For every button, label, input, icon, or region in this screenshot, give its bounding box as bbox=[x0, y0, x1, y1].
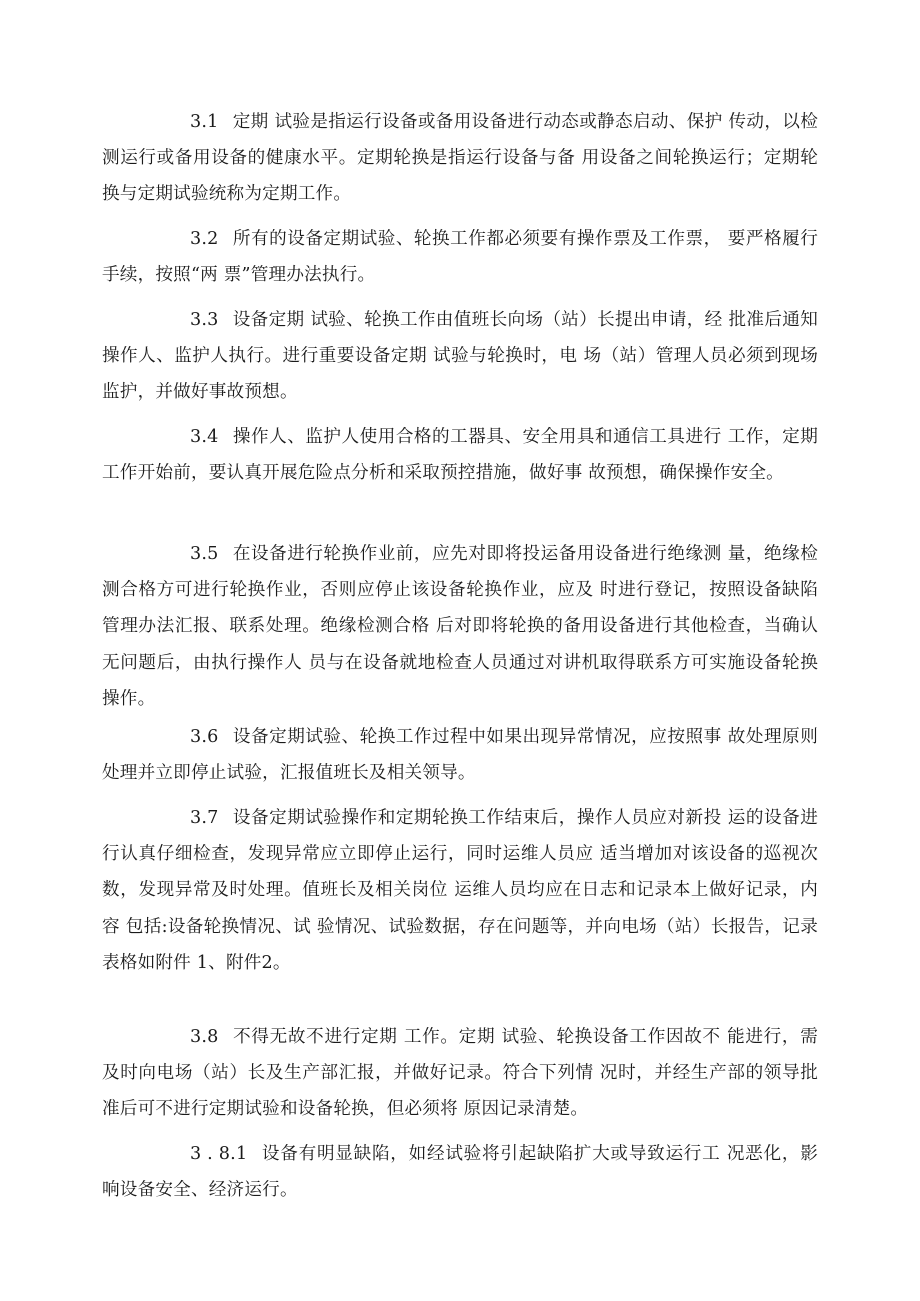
paragraph-text: 所有的设备定期试验、轮换工作都必须要有操作票及工作票， 要严格履行手续，按照“两 票”管理办法执行。 bbox=[102, 229, 818, 286]
paragraph-text: 不得无故不进行定期 工作。定期 试验、轮换设备工作因故不 能进行，需及时向电场（站）长及生产部汇报，并做好记录。符合下列情 况时，并经生产部的领导批准后可不进行定期试验和设备轮换，但必须将 原因记录清楚。 bbox=[102, 1027, 818, 1120]
paragraph-number: 3.5 bbox=[190, 544, 219, 564]
paragraph-text: 在设备进行轮换作业前，应先对即将投运备用设备进行绝缘测 量，绝缘检测合格方可进行轮换作业，否则应停止该设备轮换作业，应及 时进行登记，按照设备缺陷管理办法汇报、联系处理。绝缘检测合格 后对即将轮换的备用设备进行其他检查，当确认无问题后，由执行操作人 员与在设备就地检查人员通过对讲机取得联系方可实施设备轮换操作。 bbox=[102, 544, 818, 709]
paragraph-number: 3.1 bbox=[190, 112, 219, 132]
paragraph-3-1 bbox=[102, 104, 818, 213]
paragraph-3-8 bbox=[102, 1019, 818, 1128]
paragraph-text: 设备定期试验操作和定期轮换工作结束后，操作人员应对新投 运的设备进行认真仔细检查，发现异常应立即停止运行，同时运维人员应 适当增加对该设备的巡视次数，发现异常及时处理。值班长及相关岗位 运维人员均应在日志和记录本上做好记录，内容 包括:设备轮换情况、试 验情况、试验数据，存在问题等，并向电场（站）长报告，记录表格如附件 1、附件2。 bbox=[102, 808, 818, 973]
paragraph-number: 3.4 bbox=[190, 427, 219, 447]
paragraph-number: 3.3 bbox=[190, 310, 219, 330]
paragraph-3-4 bbox=[102, 419, 818, 491]
paragraph-number: 3.8 bbox=[190, 1027, 219, 1047]
paragraph-3-6 bbox=[102, 719, 818, 791]
paragraph-text: 设备定期 试验、轮换工作由值班长向场（站）长提出申请，经 批准后通知操作人、监护人执行。进行重要设备定期 试验与轮换时，电 场（站）管理人员必须到现场监护，并做好事故预想。 bbox=[102, 310, 818, 403]
paragraph-text: 操作人、监护人使用合格的工器具、安全用具和通信工具进行 工作，定期工作开始前，要认真开展危险点分析和采取预控措施，做好事 故预想，确保操作安全。 bbox=[102, 427, 818, 484]
paragraph-3-7 bbox=[102, 800, 818, 981]
paragraph-number: 3.2 bbox=[190, 229, 219, 249]
paragraph-text: 设备定期试验、轮换工作过程中如果出现异常情况，应按照事 故处理原则处理并立即停止试验，汇报值班长及相关领导。 bbox=[102, 727, 818, 784]
paragraph-text: 定期 试验是指运行设备或备用设备进行动态或静态启动、保护 传动，以检测运行或备用设备的健康水平。定期轮换是指运行设备与备 用设备之间轮换运行；定期轮换与定期试验统称为定期工作。 bbox=[102, 112, 818, 205]
paragraph-3-2 bbox=[102, 221, 818, 293]
paragraph-3-3 bbox=[102, 302, 818, 411]
paragraph-3-5 bbox=[102, 536, 818, 717]
paragraph-number: 3.7 bbox=[190, 808, 219, 828]
paragraph-3-8-1 bbox=[102, 1136, 818, 1208]
paragraph-text: 设备有明显缺陷，如经试验将引起缺陷扩大或导致运行工 况恶化，影响设备安全、经济运行。 bbox=[102, 1144, 818, 1201]
paragraph-number: 3 . 8.1 bbox=[190, 1144, 248, 1164]
paragraph-number: 3.6 bbox=[190, 727, 219, 747]
